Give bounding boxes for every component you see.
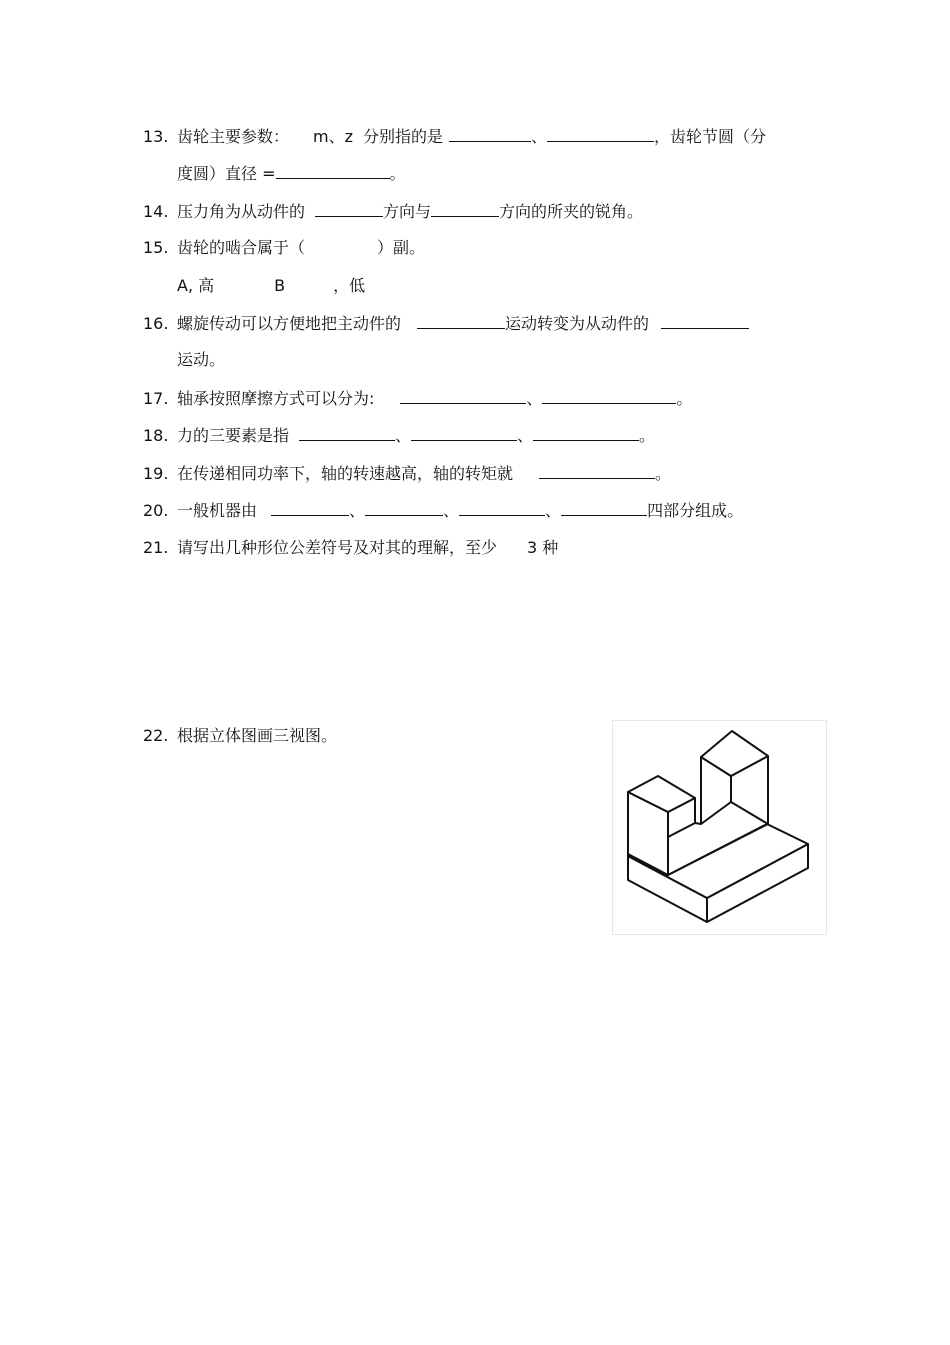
question-text: ，齿轮节圆（分	[654, 127, 767, 146]
solid-shape	[628, 731, 808, 922]
question-15-options	[177, 276, 365, 296]
question-text: 方向的所夹的锐角。	[499, 202, 644, 221]
question-text: 请写出几种形位公差符号及对其的理解，至少	[177, 538, 498, 557]
question-text: 运动。	[177, 350, 226, 369]
question-number: 18.	[143, 426, 169, 445]
question-13	[143, 126, 766, 147]
question-number: 13.	[143, 127, 169, 146]
isometric-block-figure	[612, 720, 827, 935]
separator: 、	[395, 426, 412, 445]
question-18	[143, 425, 655, 446]
answer-blank[interactable]	[400, 388, 526, 404]
separator: 、	[526, 389, 543, 408]
question-22	[143, 726, 337, 746]
question-number: 21.	[143, 538, 169, 557]
answer-blank[interactable]	[431, 201, 499, 217]
answer-blank[interactable]	[539, 463, 655, 479]
question-20	[143, 500, 743, 521]
question-17	[143, 388, 692, 409]
question-text: 度圆）直径 =	[177, 164, 276, 183]
answer-blank[interactable]	[411, 425, 517, 441]
separator: 、	[349, 501, 366, 520]
question-13-line2	[177, 163, 406, 184]
answer-blank[interactable]	[533, 425, 639, 441]
question-16-line2	[177, 350, 225, 370]
end-mark: 。	[639, 426, 656, 445]
question-text: 齿轮的啮合属于（	[177, 238, 306, 257]
end-mark: 。	[676, 389, 693, 408]
separator: 、	[517, 426, 534, 445]
option-a: A, 高	[177, 276, 215, 295]
separator: 、	[531, 127, 548, 146]
answer-blank[interactable]	[547, 126, 654, 142]
question-text: 运动转变为从动件的	[505, 314, 650, 333]
question-number: 22.	[143, 726, 169, 745]
question-number: 17.	[143, 389, 169, 408]
question-text: 压力角为从动件的	[177, 202, 306, 221]
question-number: 14.	[143, 202, 169, 221]
question-text: 轴承按照摩擦方式可以分为:	[177, 389, 375, 408]
question-number: 19.	[143, 464, 169, 483]
separator: 、	[545, 501, 562, 520]
question-text: 方向与	[383, 202, 432, 221]
param-symbols: m、z	[313, 127, 354, 146]
question-19	[143, 463, 671, 484]
question-14	[143, 201, 643, 222]
answer-blank[interactable]	[271, 500, 349, 516]
question-text: 螺旋传动可以方便地把主动件的	[177, 314, 402, 333]
separator: 、	[443, 501, 460, 520]
answer-blank[interactable]	[315, 201, 383, 217]
answer-blank[interactable]	[542, 388, 676, 404]
question-text: 一般机器由	[177, 501, 258, 520]
question-text: 3 种	[527, 538, 559, 557]
answer-blank[interactable]	[449, 126, 531, 142]
question-number: 20.	[143, 501, 169, 520]
answer-blank[interactable]	[417, 313, 505, 329]
option-c: ，低	[333, 276, 366, 295]
question-text: ）副。	[377, 238, 426, 257]
slot-edge	[695, 823, 701, 824]
answer-blank[interactable]	[459, 500, 545, 516]
end-mark: 。	[389, 164, 406, 183]
answer-blank[interactable]	[365, 500, 443, 516]
question-text: 力的三要素是指	[177, 426, 290, 445]
question-text: 齿轮主要参数：	[177, 127, 290, 146]
answer-blank[interactable]	[276, 163, 390, 179]
question-number: 15.	[143, 238, 169, 257]
answer-blank[interactable]	[561, 500, 647, 516]
option-b: B	[274, 276, 286, 295]
answer-blank[interactable]	[661, 313, 749, 329]
question-number: 16.	[143, 314, 169, 333]
question-21	[143, 538, 558, 558]
question-text: 在传递相同功率下，轴的转速越高，轴的转矩就	[177, 464, 514, 483]
question-15	[143, 238, 425, 258]
question-text: 分别指的是	[363, 127, 444, 146]
answer-blank[interactable]	[299, 425, 395, 441]
question-text: 根据立体图画三视图。	[177, 726, 338, 745]
question-text: 四部分组成。	[647, 501, 744, 520]
end-mark: 。	[655, 464, 672, 483]
question-16	[143, 313, 749, 334]
